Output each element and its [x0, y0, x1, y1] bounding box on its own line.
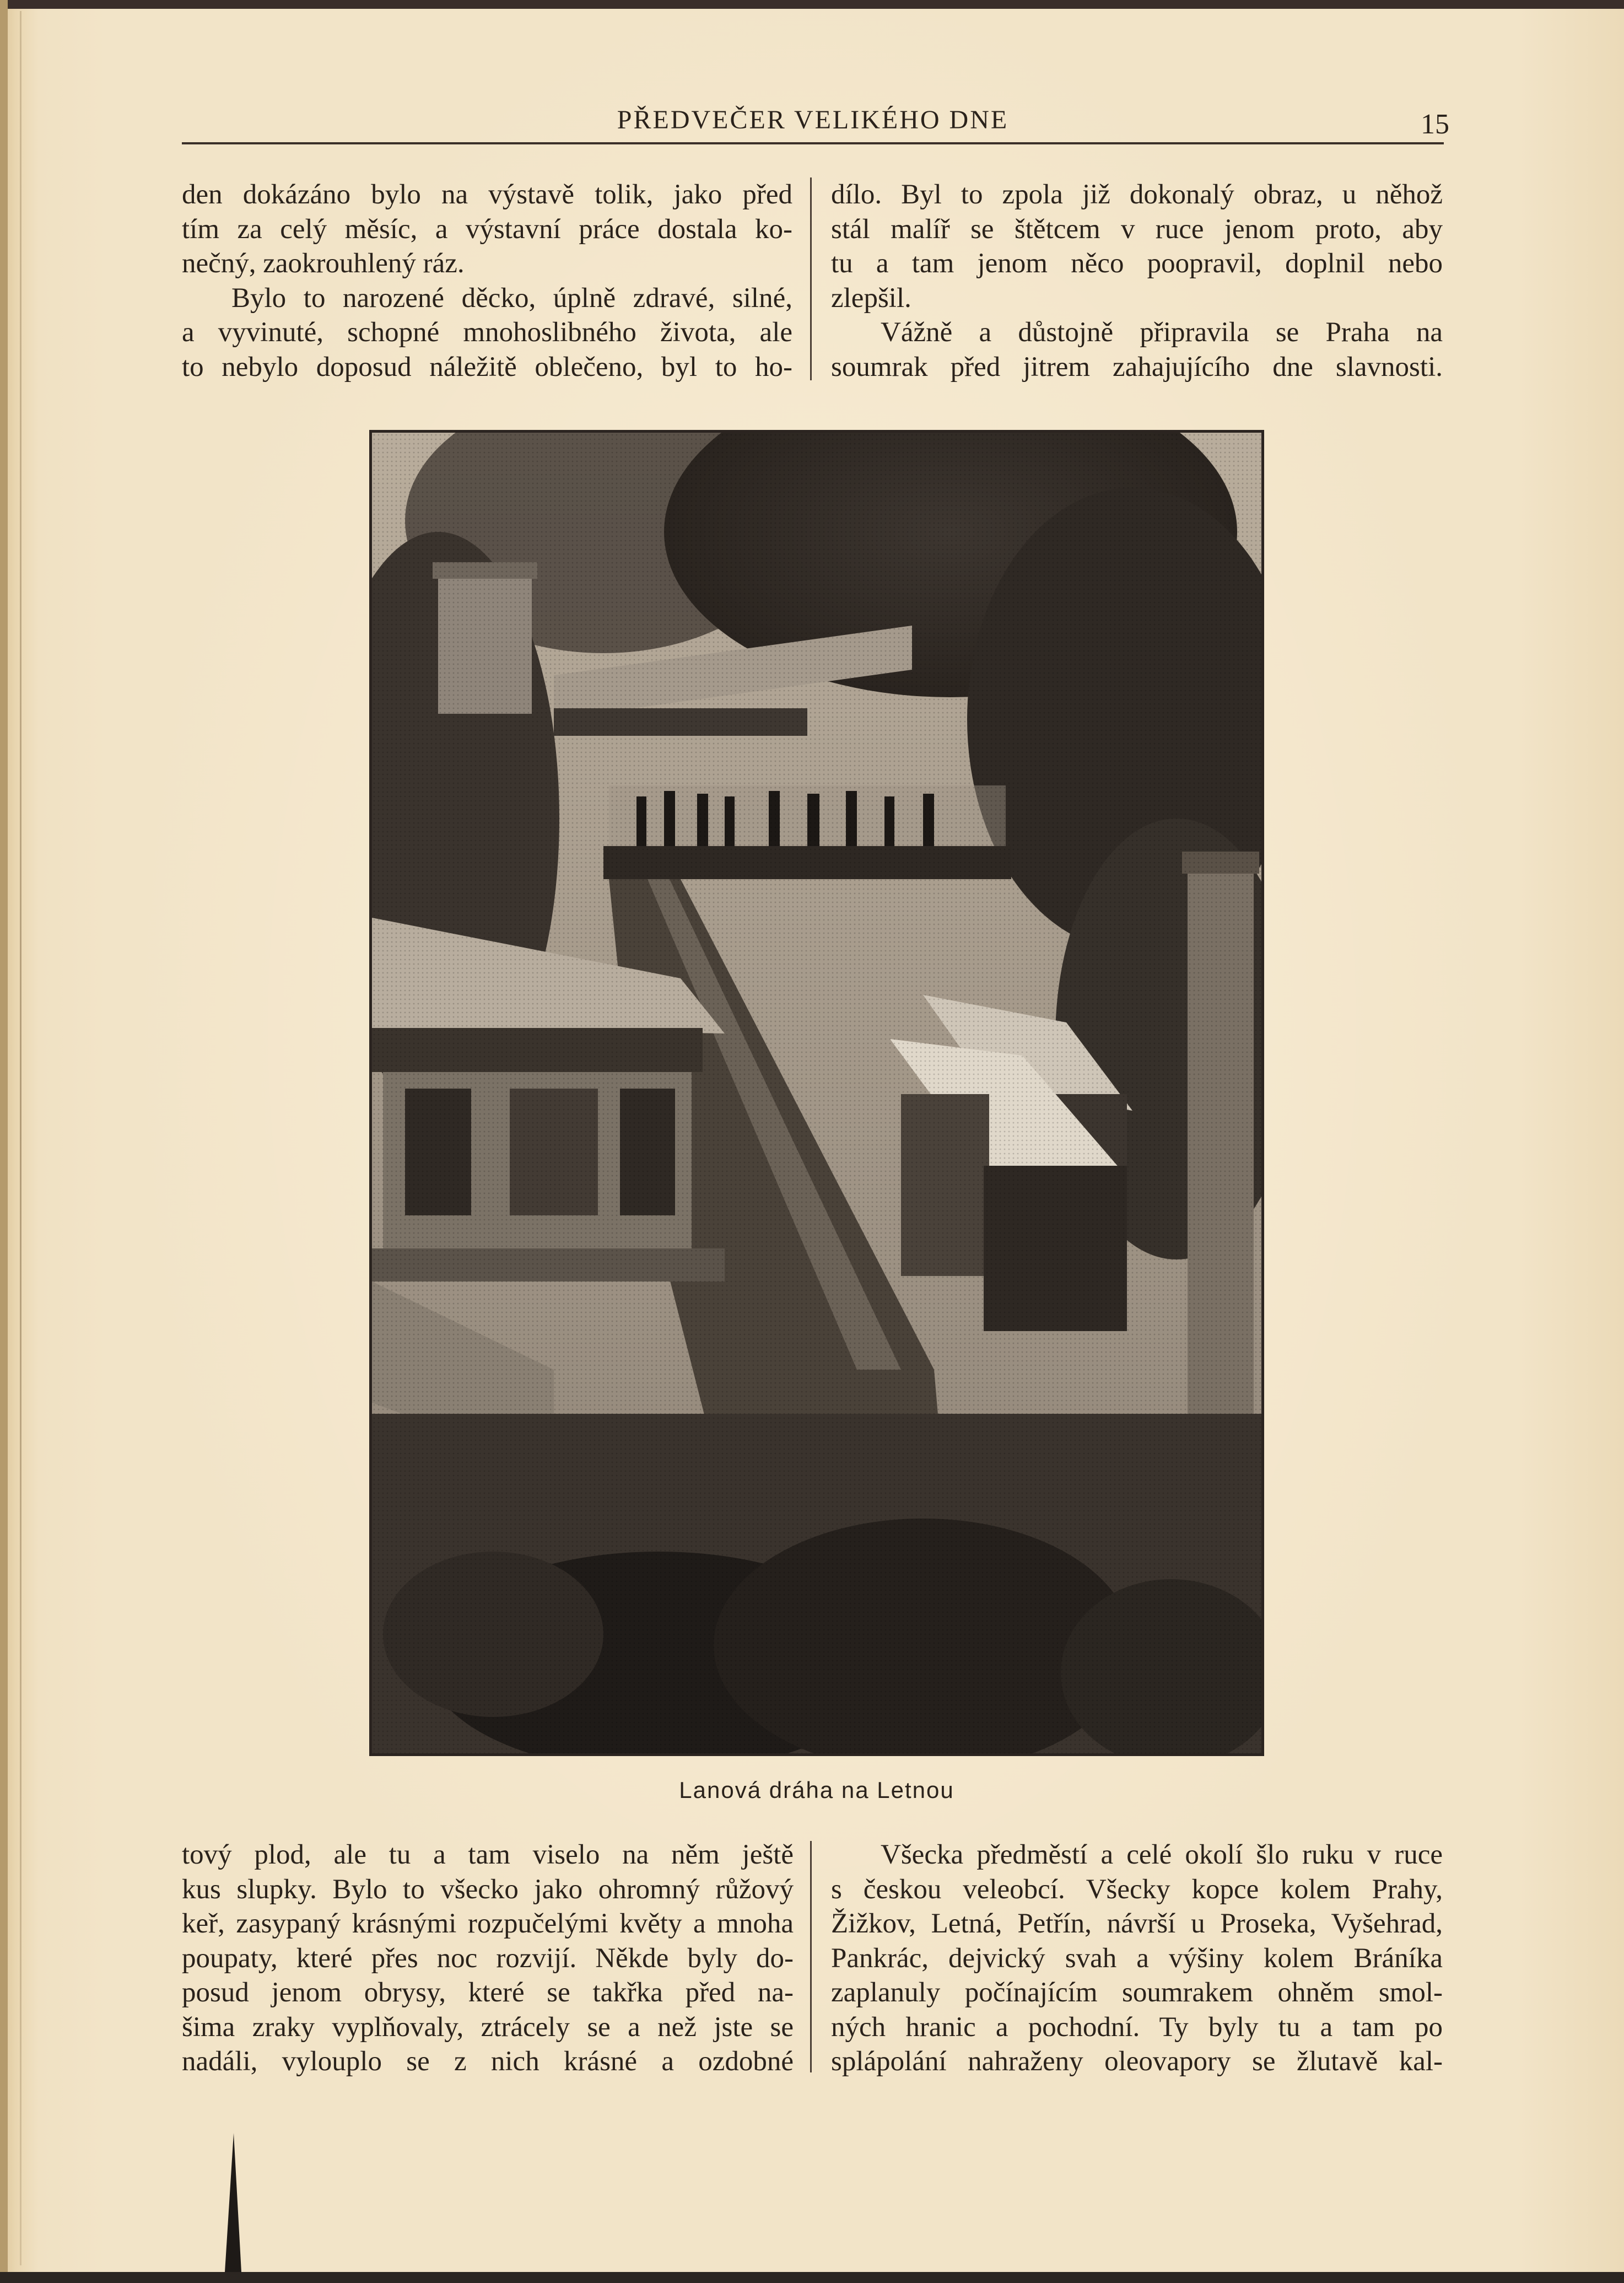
text-line: nečný, zaokrouhlený ráz.: [182, 248, 465, 279]
running-title: PŘEDVEČER VELIKÉHO DNE: [617, 105, 1009, 134]
top-right-column: [831, 177, 1443, 384]
text-line: kus slupky. Bylo to všecko jako ohromný růžový: [182, 1873, 794, 1905]
text-line: s českou veleobcí. Všecky kopce kolem Prahy,: [831, 1873, 1443, 1905]
binding-crease: [20, 11, 21, 2265]
column-divider: [810, 1841, 812, 2072]
page-spine-edge: [0, 0, 8, 2283]
text-line: keř, zasypaný krásnými rozpučelými květy a mnoha: [182, 1908, 794, 1939]
text-line: den dokázáno bylo na výstavě tolik, jako před: [182, 179, 792, 210]
running-header: [182, 100, 1449, 144]
text-line: posud jenom obrysy, které se takřka před na-: [182, 1977, 794, 2008]
text-line: zaplanuly počínajícím soumrakem ohněm smol-: [831, 1977, 1443, 2008]
column-divider: [810, 177, 812, 380]
text-line: tím za celý měsíc, a výstavní práce dostala ko-: [182, 213, 792, 245]
text-line: dílo. Byl to zpola již dokonalý obraz, u něhož: [831, 179, 1443, 210]
figure-caption: Lanová dráha na Letnou: [679, 1777, 954, 1803]
top-left-column: [182, 177, 792, 384]
funicular-photograph: [369, 430, 1264, 1756]
text-line: Vážně a důstojně připravila se Praha na: [881, 317, 1443, 348]
text-line: zlepšil.: [831, 282, 911, 314]
bottom-left-column: [182, 1838, 794, 2079]
text-line: Žižkov, Letná, Petřín, návrší u Proseka, Vyšehrad,: [831, 1908, 1443, 1939]
text-line: nadáli, vylouplo se z nich krásné a ozdobné: [182, 2046, 794, 2077]
text-line: šima zraky vyplňovaly, ztrácely se a než jste se: [182, 2011, 794, 2043]
text-line: Všecka předměstí a celé okolí šlo ruku v ruce: [881, 1839, 1443, 1870]
text-line: to nebylo doposud náležitě oblečeno, byl to ho-: [182, 351, 792, 383]
photo-illustration: [372, 433, 1261, 1753]
text-line: stál malíř se štětcem v ruce jenom proto, aby: [831, 213, 1443, 245]
text-line: soumrak před jitrem zahajujícího dne slavnosti.: [831, 351, 1443, 383]
text-line: tu a tam jenom něco poopravil, doplnil nebo: [831, 248, 1443, 279]
text-line: Pankrác, dejvický svah a výšiny kolem Bráníka: [831, 1942, 1443, 1974]
binding-thread-mark: [223, 2133, 245, 2272]
header-rule: [182, 142, 1444, 144]
page-number: 15: [1421, 109, 1449, 140]
page-top-edge: [0, 0, 1624, 9]
text-line: ných hranic a pochodní. Ty byly tu a tam po: [831, 2011, 1443, 2043]
text-line: poupaty, které přes noc rozvijí. Někde byly do-: [182, 1942, 794, 1974]
text-line: splápolání nahraženy oleovapory se žlutavě kal-: [831, 2046, 1443, 2077]
text-line: tový plod, ale tu a tam viselo na něm ještě: [182, 1839, 794, 1870]
text-line: Bylo to narozené děcko, úplně zdravé, silné,: [231, 282, 792, 314]
bottom-right-column: [831, 1838, 1443, 2079]
page-bottom-edge: [0, 2272, 1624, 2283]
text-line: a vyvinuté, schopné mnohoslibného života, ale: [182, 317, 792, 348]
